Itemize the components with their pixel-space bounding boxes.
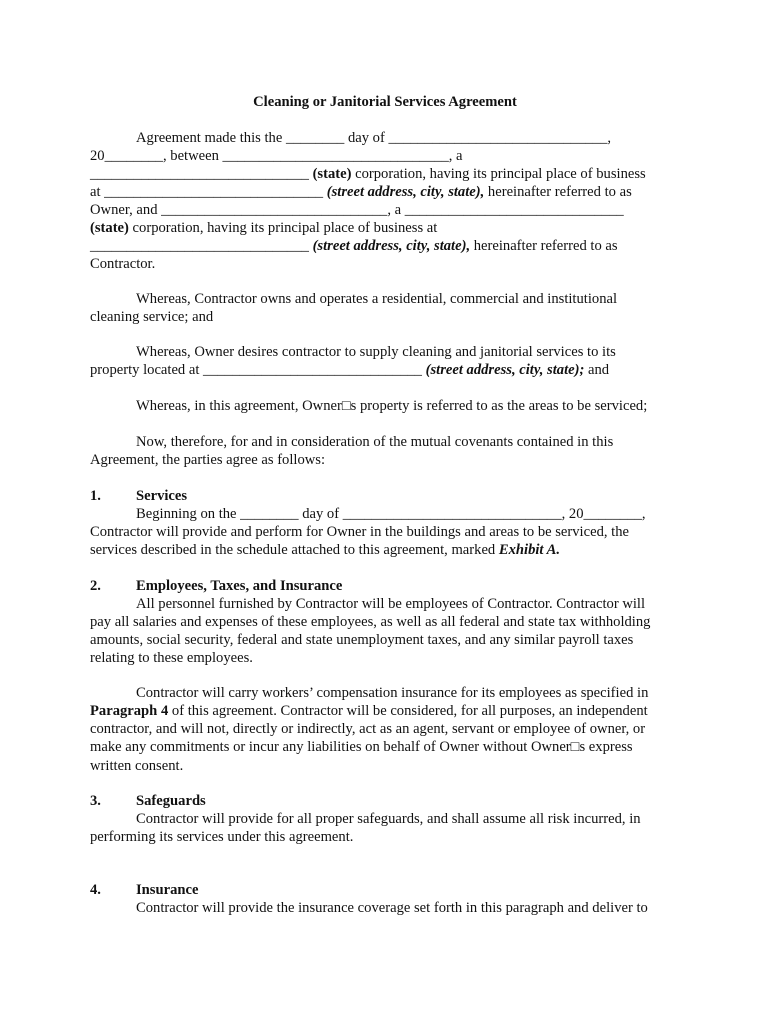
text-segment: hereinafter referred to as: [470, 238, 618, 254]
text-line: [90, 219, 437, 237]
section-number: 1.: [90, 488, 101, 504]
text-segment: Contractor.: [90, 256, 156, 272]
text-line: [90, 255, 155, 273]
text-segment: corporation, having its principal place of business at: [128, 220, 438, 236]
text-segment: (state): [312, 166, 352, 182]
text-segment: cleaning service; and: [90, 309, 214, 325]
text-segment: corporation, having its principal place of business: [351, 166, 646, 182]
text-line: [136, 684, 648, 702]
text-line: [90, 451, 325, 469]
text-line: [90, 702, 648, 720]
text-segment: Whereas, in this agreement, Owner□s property is referred to as the areas to be serviced;: [136, 398, 648, 414]
text-line: [90, 541, 560, 559]
document-title: Cleaning or Janitorial Services Agreement: [253, 94, 517, 110]
text-segment: contractor, and will not, directly or indirectly, act as an agent, servant or employee of owner, or: [90, 721, 646, 737]
text-segment: Contractor will provide the insurance coverage set forth in this paragraph and deliver to: [136, 900, 648, 916]
text-line: [90, 757, 183, 775]
text-segment: ______________________________: [90, 166, 313, 182]
text-segment: Whereas, Owner desires contractor to supply cleaning and janitorial services to its: [136, 344, 616, 360]
text-line: [136, 397, 647, 415]
text-line: [90, 613, 650, 631]
text-segment: (state): [90, 220, 129, 236]
text-segment: performing its services under this agreement.: [90, 829, 354, 845]
text-line: [90, 487, 187, 505]
text-segment: Contractor will carry workers’ compensation insurance for its employees as specified in: [136, 685, 649, 701]
text-segment: Whereas, Contractor owns and operates a residential, commercial and institutional: [136, 291, 618, 307]
text-line: [136, 290, 617, 308]
section-number: 4.: [90, 882, 101, 898]
text-line: [136, 343, 616, 361]
text-segment: services described in the schedule attached to this agreement, marked: [90, 542, 499, 558]
text-line: [90, 183, 632, 201]
text-line: [136, 595, 645, 613]
text-segment: (street address, city, state),: [312, 238, 471, 254]
text-segment: pay all salaries and expenses of these employees, as well as all federal and state tax withholding: [90, 614, 651, 630]
text-segment: written consent.: [90, 758, 184, 774]
text-segment: Agreement made this the ________ day of ______________________________,: [136, 130, 612, 146]
section-heading: Insurance: [136, 882, 199, 898]
text-segment: hereinafter referred to as: [484, 184, 632, 200]
text-segment: All personnel furnished by Contractor will be employees of Contractor. Contractor will: [136, 596, 646, 612]
text-segment: Contractor will provide and perform for Owner in the buildings and areas to be serviced, the: [90, 524, 629, 540]
text-line: [136, 433, 613, 451]
text-line: [90, 577, 342, 595]
text-line: [90, 147, 463, 165]
text-segment: Now, therefore, for and in consideration of the mutual covenants contained in this: [136, 434, 614, 450]
text-segment: (street address, city, state),: [326, 184, 485, 200]
text-segment: of this agreement. Contractor will be considered, for all purposes, an independent: [168, 703, 648, 719]
text-line: [136, 899, 648, 917]
section-heading: Employees, Taxes, and Insurance: [136, 578, 343, 594]
text-line: [90, 201, 624, 219]
text-line: [90, 165, 646, 183]
text-line: [90, 631, 633, 649]
text-line: [90, 237, 618, 255]
text-line: [90, 738, 633, 756]
text-segment: make any commitments or incur any liabilities on behalf of Owner without Owner□s express: [90, 739, 633, 755]
text-line: [90, 828, 353, 846]
text-line: [90, 361, 609, 379]
text-line: [90, 720, 645, 738]
text-segment: and: [584, 362, 610, 378]
text-line: [90, 792, 206, 810]
section-number: 3.: [90, 793, 101, 809]
text-segment: Exhibit A.: [498, 542, 560, 558]
text-line: [136, 810, 641, 828]
text-segment: (street address, city, state);: [425, 362, 585, 378]
text-segment: Paragraph 4: [90, 703, 169, 719]
text-segment: at ______________________________: [90, 184, 327, 200]
text-segment: Owner, and _______________________________, a ______________________________: [90, 202, 624, 218]
text-line: [90, 523, 629, 541]
text-segment: amounts, social security, federal and state unemployment taxes, and any similar payroll taxes: [90, 632, 634, 648]
section-heading: Safeguards: [136, 793, 206, 809]
text-segment: 20________, between _______________________________, a: [90, 148, 463, 164]
text-segment: property located at ______________________________: [90, 362, 426, 378]
text-segment: Contractor will provide for all proper safeguards, and shall assume all risk incurred, in: [136, 811, 641, 827]
text-line: [90, 881, 198, 899]
text-segment: relating to these employees.: [90, 650, 253, 666]
text-segment: Beginning on the ________ day of ______________________________, 20________,: [136, 506, 646, 522]
text-line: [90, 649, 253, 667]
text-line: [136, 505, 646, 523]
text-line: [136, 129, 611, 147]
text-line: [90, 308, 213, 326]
text-segment: ______________________________: [90, 238, 313, 254]
section-number: 2.: [90, 578, 101, 594]
text-segment: Agreement, the parties agree as follows:: [90, 452, 326, 468]
section-heading: Services: [136, 488, 188, 504]
